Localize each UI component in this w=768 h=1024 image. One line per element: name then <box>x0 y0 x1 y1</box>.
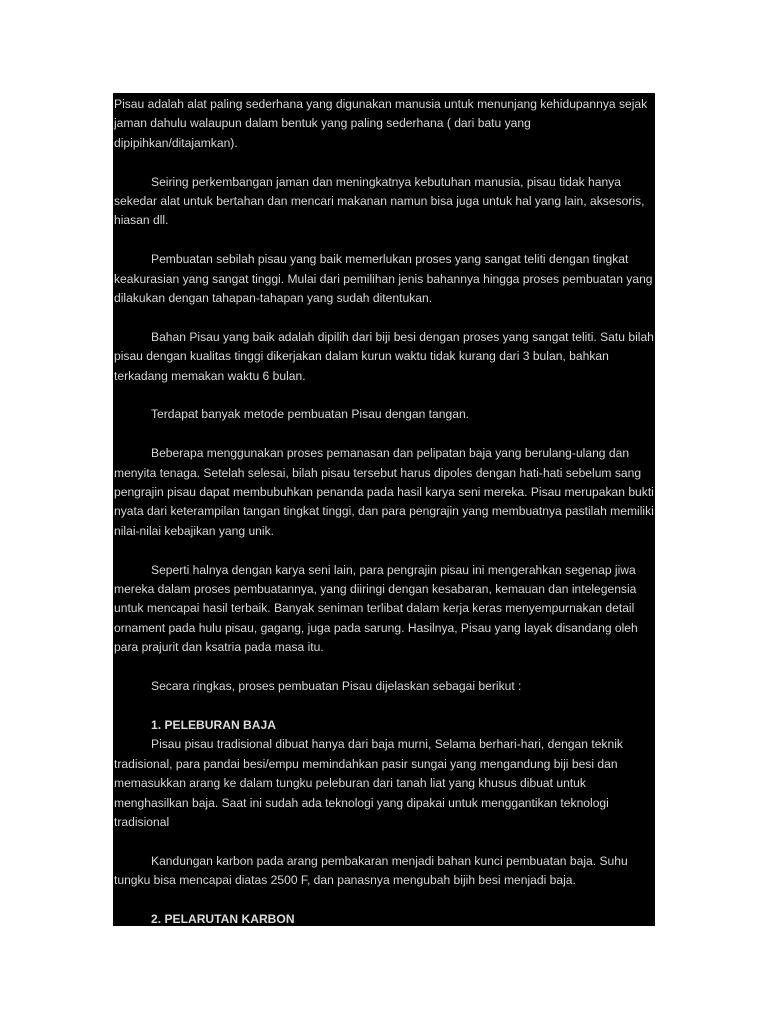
paragraph-gap <box>114 386 655 405</box>
paragraph-3: Pembuatan sebilah pisau yang baik memerlukan proses yang sangat teliti dengan tingkat keakurasian yang sangat tinggi. Mulai dari pemilihan jenis bahannya hingga proses pembuatan yang dilakukan dengan tahapan-tahapan yang sudah ditentukan. <box>114 252 653 306</box>
paragraph-7: Seperti halnya dengan karya seni lain, para pengrajin pisau ini mengerahkan segenap jiwa mereka dalam proses pembuatannya, yang diiringi dengan kesabaran, kemauan dan intelegensia untuk mencapai hasil terbaik. Banyak seniman terlibat dalam kerja keras menyempurnakan detail ornament pada hulu pisau, gagang, juga pada sarung. Hasilnya, Pisau yang layak disandang oleh para prajurit dan ksatria pada masa itu. <box>114 562 638 655</box>
document-page <box>113 93 655 926</box>
paragraph-gap <box>114 231 655 250</box>
paragraph-gap <box>114 308 655 327</box>
section-heading-2: 2. PELARUTAN KARBON <box>151 911 295 926</box>
paragraph-8: Secara ringkas, proses pembuatan Pisau dijelaskan sebagai berikut : <box>151 679 522 694</box>
paragraph-gap <box>114 696 655 715</box>
paragraph-gap <box>114 425 655 444</box>
paragraph-gap <box>114 891 655 910</box>
paragraph-4: Bahan Pisau yang baik adalah dipilih dari biji besi dengan proses yang sangat teliti. Satu bilah pisau dengan kualitas tinggi dikerjakan dalam kurun waktu tidak kurang dari 3 bulan, bahkan terkadang memakan waktu 6 bulan. <box>114 329 654 383</box>
paragraph-gap <box>114 832 655 851</box>
paragraph-5: Terdapat banyak metode pembuatan Pisau dengan tangan. <box>151 407 470 422</box>
section-1-paragraph-1: Pisau pisau tradisional dibuat hanya dari baja murni, Selama berhari-hari, dengan teknik tradisional, para pandai besi/empu memindahkan pasir sungai yang mengandung biji besi dan memasukkan arang ke dalam tungku peleburan dari tanah liat yang khusus dibuat untuk menghasilkan baja. Saat ini sudah ada teknologi yang dipakai untuk menggantikan teknologi tradisional <box>114 737 623 829</box>
section-heading-1: 1. PELEBURAN BAJA <box>151 717 276 732</box>
paragraph-intro: Pisau adalah alat paling sederhana yang digunakan manusia untuk menunjang kehidupannya sejak jaman dahulu walaupun dalam bentuk yang paling sederhana ( dari batu yang dipipihkan/ditajamkan). <box>114 97 648 150</box>
section-1-paragraph-2: Kandungan karbon pada arang pembakaran menjadi bahan kunci pembuatan baja. Suhu tungku bisa mencapai diatas 2500 F, dan panasnya mengubah bijih besi menjadi baja. <box>114 853 628 888</box>
document-content <box>113 93 655 926</box>
paragraph-2: Seiring perkembangan jaman dan meningkatnya kebutuhan manusia, pisau tidak hanya sekedar alat untuk bertahan dan mencari makanan namun bisa juga untuk hal yang lain, aksesoris, hiasan dll. <box>114 174 645 228</box>
paragraph-gap <box>114 658 655 677</box>
paragraph-6: Beberapa menggunakan proses pemanasan dan pelipatan baja yang berulang-ulang dan menyita tenaga. Setelah selesai, bilah pisau tersebut harus dipoles dengan hati-hati sebelum sang pengrajin pisau dapat membubuhkan penanda pada hasil karya seni mereka. Pisau merupakan bukti nyata dari keterampilan tangan tingkat tinggi, dan para pengrajin yang membuatnya pastilah memiliki nilai-nilai kebajikan yang unik. <box>114 446 654 538</box>
paragraph-gap <box>114 153 655 172</box>
paragraph-gap <box>114 541 655 560</box>
